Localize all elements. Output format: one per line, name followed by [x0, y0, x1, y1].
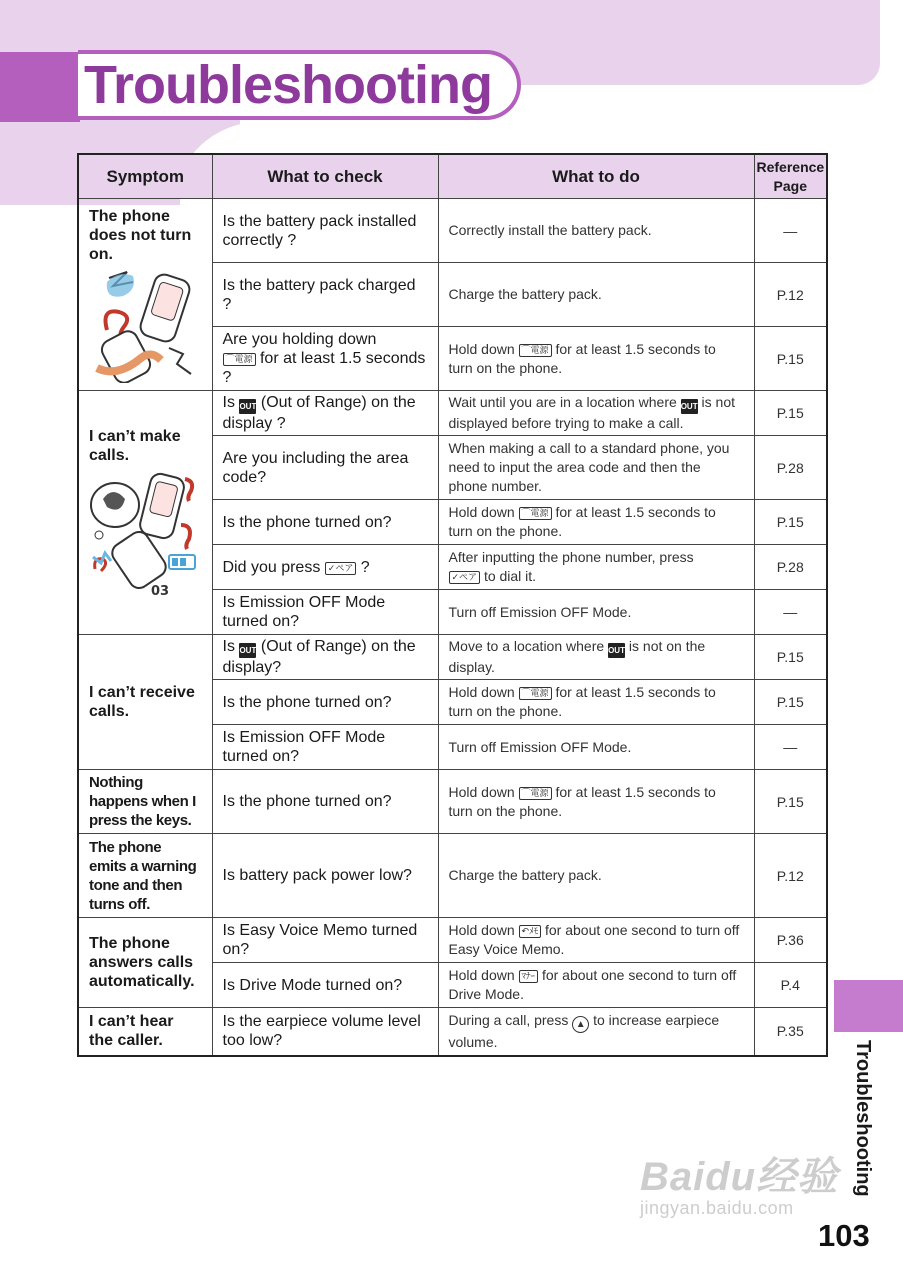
table-row: [78, 834, 827, 918]
phone-confused-illustration: [89, 469, 201, 599]
section-tab: [834, 980, 903, 1032]
symptom-text: I can’t make calls.: [89, 427, 181, 464]
voice-memo-key-icon: ↶ﾒﾓ: [519, 925, 542, 938]
out-of-range-icon: OUT: [239, 643, 256, 658]
ref-cell: —: [754, 590, 827, 635]
nav-up-key-icon: ▲: [572, 1016, 589, 1033]
ref-cell: P.28: [754, 545, 827, 590]
out-of-range-icon: OUT: [681, 399, 698, 414]
power-key-icon: ⌒電源: [519, 687, 552, 700]
table-row: [78, 391, 827, 436]
ref-cell: P.15: [754, 327, 827, 391]
section-tab-label: Troubleshooting: [852, 1040, 874, 1197]
ref-cell: P.15: [754, 391, 827, 436]
table-row: [78, 1008, 827, 1056]
ref-cell: —: [754, 199, 827, 263]
troubleshooting-table: [77, 153, 828, 1057]
todo-cell: Hold down ⌒電源 for at least 1.5 seconds to turn on the phone.: [438, 680, 754, 725]
symptom-cell: The phone emits a warning tone and then turns off.: [78, 834, 212, 918]
out-of-range-icon: OUT: [608, 643, 625, 658]
power-key-icon: ⌒電源: [519, 507, 552, 520]
send-key-icon: ✓ペア: [325, 562, 357, 575]
check-cell: Is the battery pack installed correctly ?: [212, 199, 438, 263]
symptom-cell: Nothing happens when I press the keys.: [78, 770, 212, 834]
check-cell: Is Drive Mode turned on?: [212, 963, 438, 1008]
todo-cell: After inputting the phone number, press ✓ペア to dial it.: [438, 545, 754, 590]
watermark-logo: Baidu经验: [640, 1155, 839, 1199]
ref-cell: P.15: [754, 680, 827, 725]
symptom-text: The phone does not turn on.: [89, 207, 192, 263]
todo-cell: Charge the battery pack.: [438, 263, 754, 327]
ref-cell: P.28: [754, 436, 827, 500]
check-cell: Is the phone turned on?: [212, 770, 438, 834]
todo-cell: Move to a location where OUT is not on the display.: [438, 635, 754, 680]
phone-sleeping-illustration: [89, 268, 199, 383]
ref-cell: P.12: [754, 834, 827, 918]
manner-key-icon: ﾏﾅｰ: [519, 970, 539, 983]
watermark-url: jingyan.baidu.com: [640, 1198, 794, 1218]
check-cell: Is Emission OFF Mode turned on?: [212, 725, 438, 770]
send-key-icon: ✓ペア: [449, 571, 481, 584]
header-what-to-do: What to do: [438, 154, 754, 199]
ref-cell: —: [754, 725, 827, 770]
todo-cell: Hold down ⌒電源 for at least 1.5 seconds to turn on the phone.: [438, 327, 754, 391]
todo-cell: Hold down ⌒電源 for at least 1.5 seconds to turn on the phone.: [438, 770, 754, 834]
check-cell: Are you including the area code?: [212, 436, 438, 500]
check-cell: Is Easy Voice Memo turned on?: [212, 918, 438, 963]
title-accent-bar: [0, 52, 80, 122]
table-row: [78, 770, 827, 834]
check-cell: Are you holding down ⌒電源 for at least 1.5 seconds ?: [212, 327, 438, 391]
symptom-cell: [78, 199, 212, 391]
svg-text:03: 03: [151, 583, 170, 599]
check-cell: Is OUT (Out of Range) on the display?: [212, 635, 438, 680]
check-cell: Is the battery pack charged ?: [212, 263, 438, 327]
symptom-cell: I can’t receive calls.: [78, 635, 212, 770]
header-what-to-check: What to check: [212, 154, 438, 199]
todo-cell: Correctly install the battery pack.: [438, 199, 754, 263]
table-row: [78, 199, 827, 263]
check-cell: Is the phone turned on?: [212, 680, 438, 725]
ref-cell: P.35: [754, 1008, 827, 1056]
symptom-cell: I can’t hear the caller.: [78, 1008, 212, 1056]
page-title: Troubleshooting: [84, 55, 492, 115]
todo-cell: Turn off Emission OFF Mode.: [438, 590, 754, 635]
ref-cell: P.15: [754, 770, 827, 834]
check-cell: Is the earpiece volume level too low?: [212, 1008, 438, 1056]
power-key-icon: ⌒電源: [223, 353, 256, 366]
todo-cell: Hold down ↶ﾒﾓ for about one second to turn off Easy Voice Memo.: [438, 918, 754, 963]
check-cell: Is OUT (Out of Range) on the display ?: [212, 391, 438, 436]
ref-cell: P.15: [754, 635, 827, 680]
table-header-row: [78, 154, 827, 199]
symptom-cell: [78, 391, 212, 635]
check-cell: Is battery pack power low?: [212, 834, 438, 918]
page-number: 103: [818, 1218, 870, 1253]
watermark: [640, 1145, 838, 1219]
todo-cell: Charge the battery pack.: [438, 834, 754, 918]
todo-cell: During a call, press ▲ to increase earpiece volume.: [438, 1008, 754, 1056]
ref-cell: P.15: [754, 500, 827, 545]
power-key-icon: ⌒電源: [519, 344, 552, 357]
check-cell: Is the phone turned on?: [212, 500, 438, 545]
header-symptom: Symptom: [78, 154, 212, 199]
symptom-cell: The phone answers calls automatically.: [78, 918, 212, 1008]
ref-cell: P.4: [754, 963, 827, 1008]
ref-cell: P.12: [754, 263, 827, 327]
table-row: [78, 918, 827, 963]
check-cell: Is Emission OFF Mode turned on?: [212, 590, 438, 635]
header-reference-page: Reference Page: [754, 154, 827, 199]
todo-cell: Turn off Emission OFF Mode.: [438, 725, 754, 770]
power-key-icon: ⌒電源: [519, 787, 552, 800]
table-row: [78, 635, 827, 680]
todo-cell: Hold down ﾏﾅｰ for about one second to turn off Drive Mode.: [438, 963, 754, 1008]
todo-cell: When making a call to a standard phone, you need to input the area code and then the phone number.: [438, 436, 754, 500]
todo-cell: Wait until you are in a location where OUT is not displayed before trying to make a call.: [438, 391, 754, 436]
out-of-range-icon: OUT: [239, 399, 256, 414]
check-cell: Did you press ✓ペア ?: [212, 545, 438, 590]
todo-cell: Hold down ⌒電源 for at least 1.5 seconds to turn on the phone.: [438, 500, 754, 545]
ref-cell: P.36: [754, 918, 827, 963]
